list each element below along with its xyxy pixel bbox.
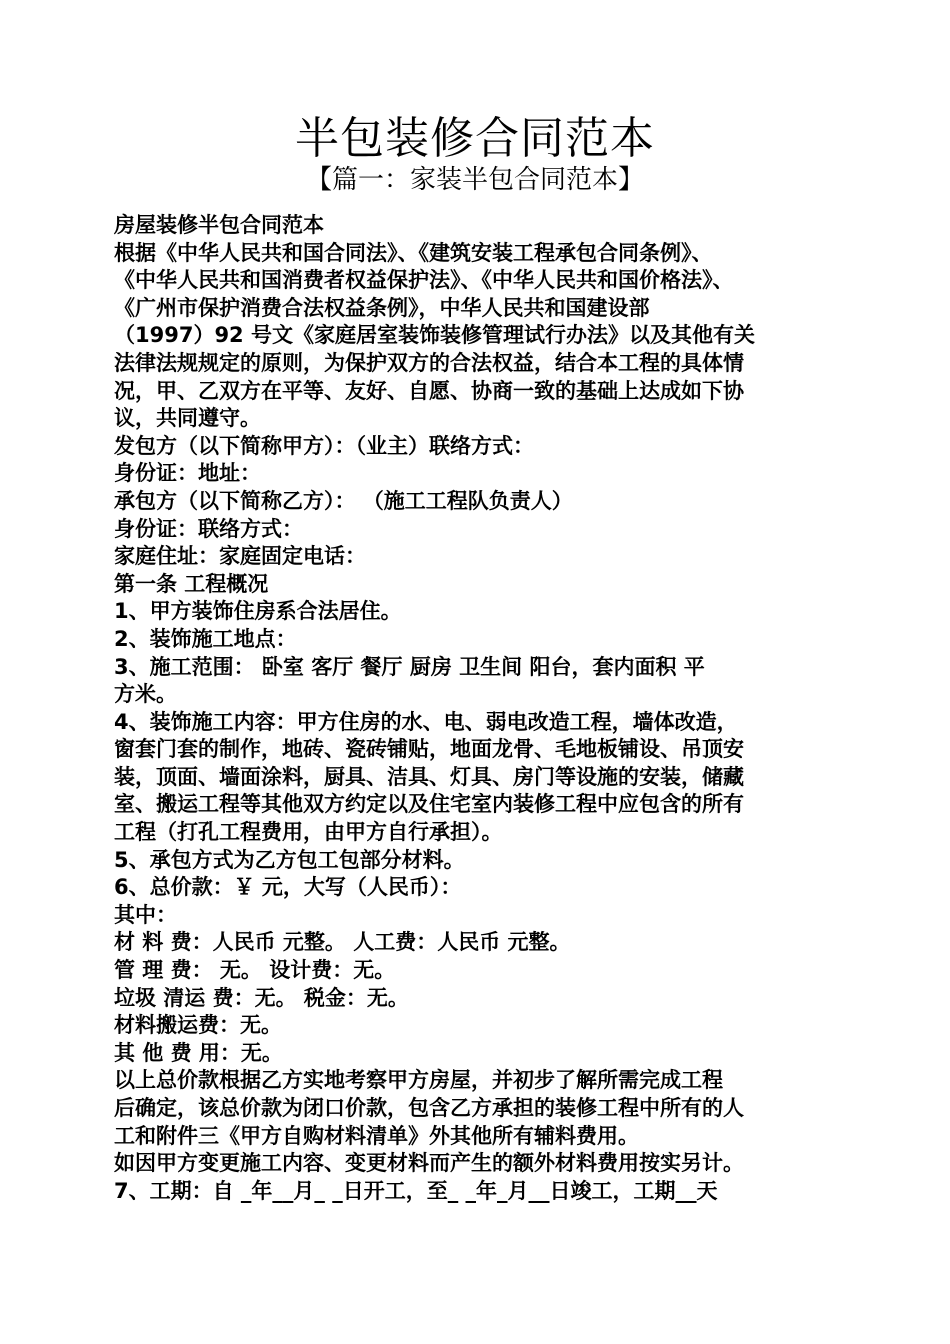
paragraph-line: 《中华人民共和国消费者权益保护法》、《中华人民共和国价格法》、 (114, 268, 734, 293)
paragraph-line: 如因甲方变更施工内容、变更材料而产生的额外材料费用按实另计。 (114, 1151, 744, 1176)
paragraph-line: 法律法规规定的原则，为保护双方的合法权益，结合本工程的具体情 (114, 350, 744, 375)
paragraph-line: 5、承包方式为乙方包工包部分材料。 (114, 847, 465, 872)
paragraph-line: 6、总价款：￥ 元，大写（人民币）： (114, 875, 462, 900)
paragraph-line: 第一条 工程概况 (114, 571, 269, 596)
paragraph-line: 1、甲方装饰住房系合法居住。 (114, 599, 402, 624)
paragraph-line: 承包方（以下简称乙方）： （施工工程队负责人） (114, 488, 573, 513)
document-title: 半包装修合同范本 (295, 113, 655, 164)
paragraph-line: 窗套门套的制作，地砖、瓷砖铺贴，地面龙骨、毛地板铺设、吊顶安 (114, 737, 744, 762)
paragraph-line: 7、工期：自 _年__月_ _日开工，至_ _年_月__日竣工，工期__天 (114, 1178, 718, 1203)
paragraph-line: 管 理 费： 无。 设计费：无。 (114, 958, 396, 983)
paragraph-line: 方米。 (114, 682, 177, 707)
document-body (114, 212, 844, 1205)
paragraph-line: 家庭住址：家庭固定电话： (114, 544, 366, 569)
paragraph-line: 3、施工范围： 卧室 客厅 餐厅 厨房 卫生间 阳台，套内面积 平 (114, 654, 705, 679)
paragraph-line: 《广州市保护消费合法权益条例》，中华人民共和国建设部 (114, 295, 650, 320)
paragraph-line: 以上总价款根据乙方实地考察甲方房屋，并初步了解所需完成工程 (114, 1068, 723, 1093)
paragraph-line: 身份证：地址： (114, 461, 261, 486)
paragraph-line: 况，甲、乙双方在平等、友好、自愿、协商一致的基础上达成如下协 (114, 378, 744, 403)
paragraph-line: 工程（打孔工程费用，由甲方自行承担）。 (114, 820, 503, 845)
document-subtitle: 【篇一：家装半包合同范本】 (305, 165, 644, 195)
paragraph-line: 议，共同遵守。 (114, 406, 261, 431)
paragraph-line: 装，顶面、墙面涂料，厨具、洁具、灯具、房门等设施的安装，储藏 (114, 764, 744, 789)
paragraph-line: 垃圾 清运 费：无。 税金：无。 (114, 985, 409, 1010)
paragraph-line: 发包方（以下简称甲方）：（业主）联络方式： (114, 433, 534, 458)
paragraph-line: 室、搬运工程等其他双方约定以及住宅室内装修工程中应包含的所有 (114, 792, 744, 817)
paragraph-line: 身份证：联络方式： (114, 516, 303, 541)
paragraph-line: 材料搬运费：无。 (114, 1013, 282, 1038)
paragraph-line: 工和附件三《甲方自购材料清单》外其他所有辅料费用。 (114, 1123, 639, 1148)
paragraph-line: 4、装饰施工内容：甲方住房的水、电、弱电改造工程，墙体改造， (114, 709, 738, 734)
paragraph-line: 其 他 费 用：无。 (114, 1040, 283, 1065)
paragraph-line: 其中： (114, 902, 177, 927)
paragraph-line: 根据《中华人民共和国合同法》、《建筑安装工程承包合同条例》、 (114, 240, 713, 265)
paragraph-line: 后确定，该总价款为闭口价款，包含乙方承担的装修工程中所有的人 (114, 1096, 744, 1120)
paragraph-line: 2、装饰施工地点： (114, 626, 297, 651)
paragraph-line: 房屋装修半包合同范本 (114, 213, 324, 237)
paragraph-line: （1997）92 号文《家庭居室装饰装修管理试行办法》以及其他有关 (114, 323, 755, 348)
paragraph-line: 材 料 费：人民币 元整。 人工费：人民币 元整。 (114, 930, 571, 955)
